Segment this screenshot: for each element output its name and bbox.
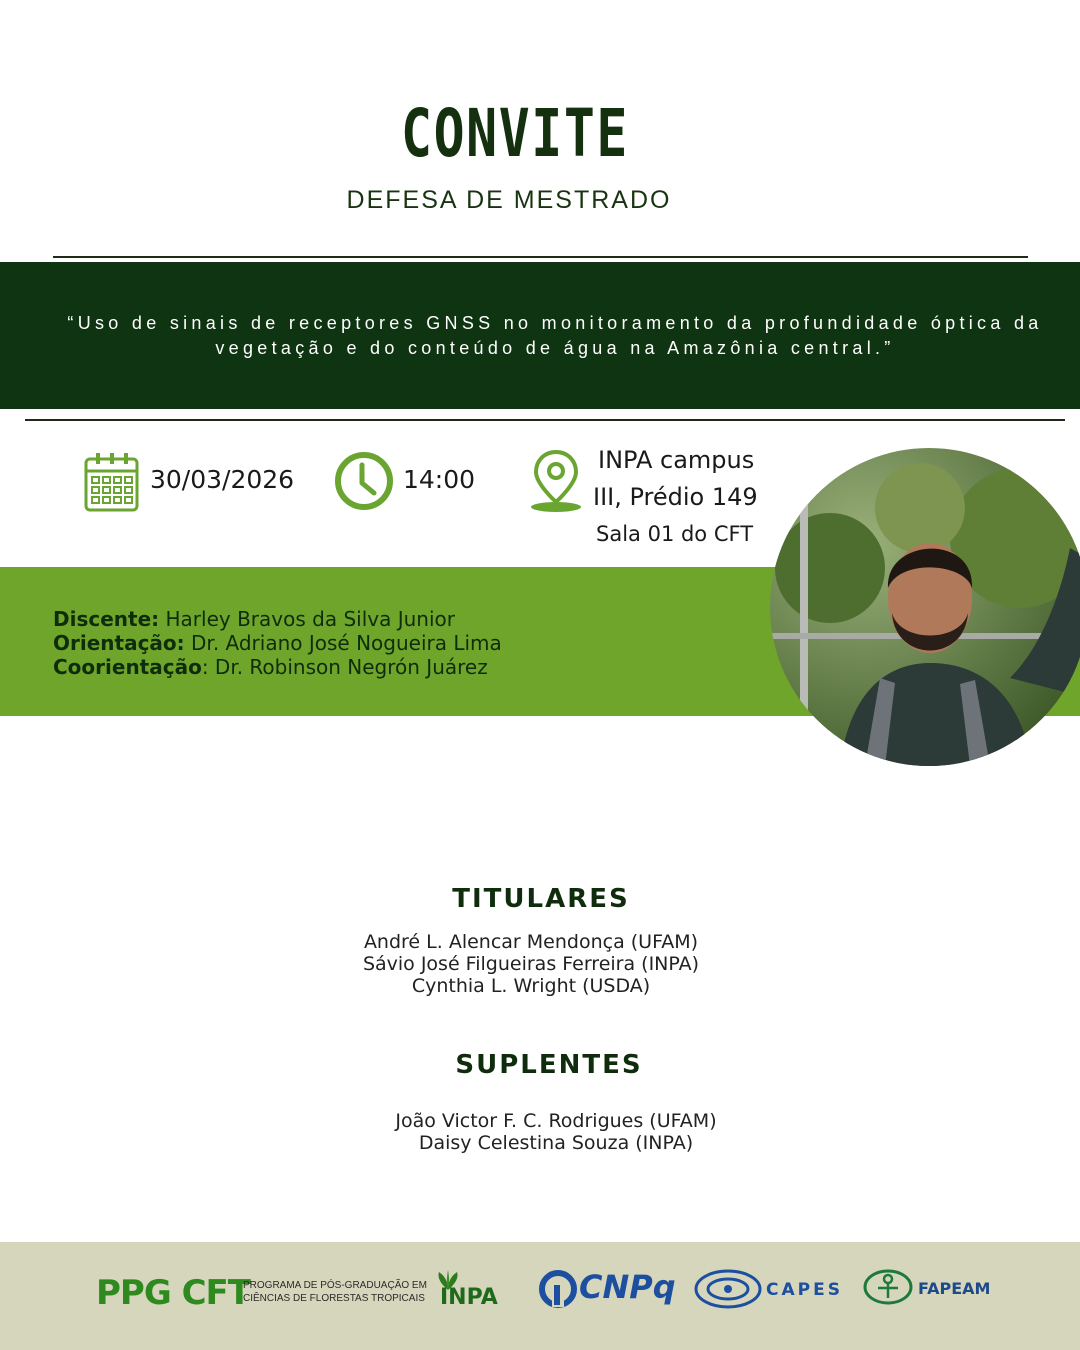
thesis-title (30, 311, 1080, 361)
divider-top (53, 256, 1028, 258)
event-time: 14:00 (403, 465, 476, 494)
coorientacao-label: Coorientação (53, 655, 202, 679)
page-subtitle: DEFESA DE MESTRADO (346, 186, 672, 214)
suplentes-list (0, 1110, 1080, 1154)
event-location-line-2: III, Prédio 149 (593, 483, 758, 511)
event-location-line-1: INPA campus (598, 446, 755, 474)
student-photo (770, 448, 1080, 766)
thesis-line-1: “Uso de sinais de receptores GNSS no monitoramento da profundidade óptica da (67, 313, 1043, 333)
ppg-desc-line-2: CIÊNCIAS DE FLORESTAS TROPICAIS (243, 1293, 425, 1304)
cnpq-symbol-icon (538, 1269, 578, 1309)
fapeam-logo: FAPEAM (918, 1279, 991, 1298)
inpa-logo: INPA (440, 1285, 498, 1310)
people-block (53, 607, 502, 679)
discente-value: Harley Bravos da Silva Junior (159, 607, 455, 631)
list-item: João Victor F. C. Rodrigues (UFAM) (395, 1110, 717, 1132)
fapeam-symbol-icon (862, 1268, 914, 1308)
titulares-heading: TITULARES (452, 884, 630, 914)
thesis-line-2: vegetação e do conteúdo de água na Amazônia central.” (215, 338, 895, 358)
capes-logo: CAPES (766, 1280, 843, 1300)
calendar-icon (83, 451, 140, 513)
discente-row (53, 607, 502, 631)
divider-middle (25, 419, 1065, 421)
event-date: 30/03/2026 (150, 465, 295, 494)
list-item: Daisy Celestina Souza (INPA) (418, 1132, 694, 1154)
orientacao-value: Dr. Adriano José Nogueira Lima (184, 631, 502, 655)
location-pin-icon (529, 448, 583, 514)
clock-icon (333, 450, 395, 512)
list-item: Sávio José Filgueiras Ferreira (INPA) (362, 953, 700, 975)
coorientacao-value: : Dr. Robinson Negrón Juárez (201, 655, 488, 679)
list-item: André L. Alencar Mendonça (UFAM) (363, 931, 699, 953)
page-title: CONVITE (401, 95, 629, 172)
ppg-cft-description (243, 1279, 427, 1305)
capes-symbol-icon (693, 1266, 763, 1312)
ppg-cft-logo: PPG CFT (96, 1273, 250, 1313)
suplentes-heading: SUPLENTES (455, 1050, 643, 1080)
titulares-list (0, 931, 1062, 997)
discente-label: Discente: (53, 607, 160, 631)
orientacao-row (53, 631, 502, 655)
list-item: Cynthia L. Wright (USDA) (411, 975, 651, 997)
coorientacao-row (53, 655, 502, 679)
orientacao-label: Orientação: (53, 631, 185, 655)
ppg-desc-line-1: PROGRAMA DE PÓS-GRADUAÇÃO EM (243, 1280, 427, 1291)
cnpq-logo: CNPq (579, 1268, 676, 1306)
event-location-line-3: Sala 01 do CFT (596, 522, 754, 546)
